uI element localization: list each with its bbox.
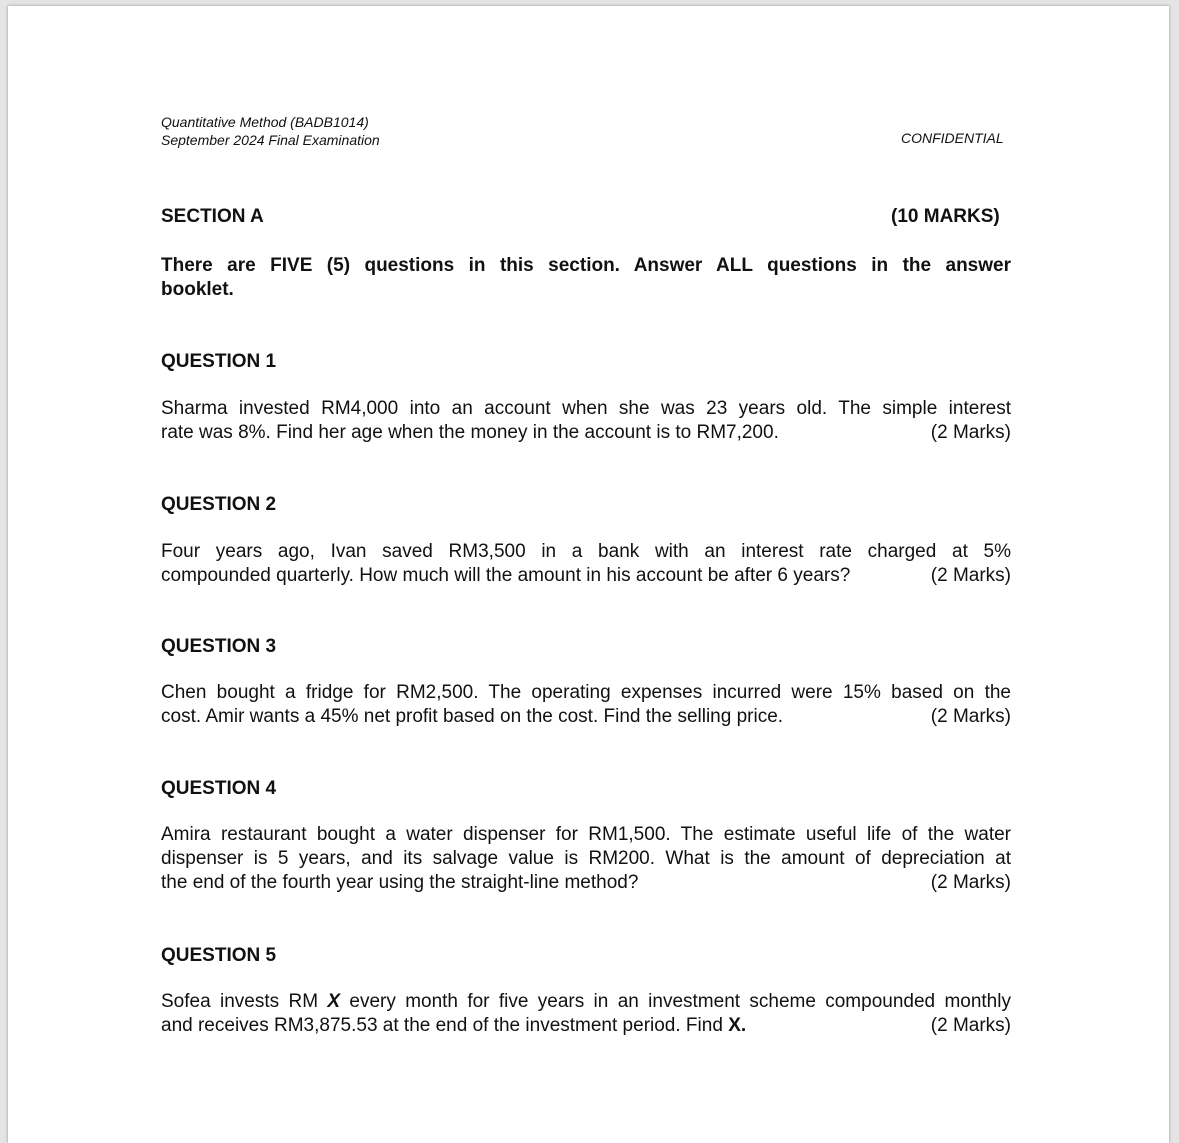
exam-page (8, 6, 1169, 1143)
question-5-line1-start: Sofea invests RM (161, 991, 319, 1012)
question-3-line2: cost. Amir wants a 45% net profit based on the cost. Find the selling price. (161, 706, 784, 727)
section-title: SECTION A (161, 206, 264, 227)
section-instructions-line1: There are FIVE (5) questions in this section. Answer ALL questions in the answer (161, 255, 1011, 276)
question-5-line1 (161, 990, 1011, 1014)
course-title: Quantitative Method (BADB1014) (161, 114, 369, 130)
question-4-line1: Amira restaurant bought a water dispenser for RM1,500. The estimate useful life of the water (161, 824, 1011, 845)
question-3-marks: (2 Marks) (930, 706, 1011, 727)
question-5-heading: QUESTION 5 (161, 945, 277, 966)
question-4-line2: dispenser is 5 years, and its salvage value is RM200. What is the amount of depreciation at (161, 848, 1011, 869)
question-4-marks: (2 Marks) (930, 872, 1011, 893)
question-1-line2: rate was 8%. Find her age when the money in the account is to RM7,200. (161, 422, 779, 443)
question-2-line2: compounded quarterly. How much will the amount in his account be after 6 years? (161, 565, 851, 586)
question-1-line2-row (161, 421, 1011, 445)
question-3-heading: QUESTION 3 (161, 636, 277, 657)
question-5-marks: (2 Marks) (930, 1015, 1011, 1036)
section-instructions-line2: booklet. (161, 279, 234, 300)
question-1-heading: QUESTION 1 (161, 351, 277, 372)
question-5-line1-end: every month for five years in an investment scheme compounded monthly (349, 991, 1011, 1012)
question-5-period: . (740, 1015, 747, 1036)
question-4-line3: the end of the fourth year using the straight-line method? (161, 872, 639, 893)
question-5-line2-start: and receives RM3,875.53 at the end of the investment period. Find (161, 1015, 723, 1036)
question-2-marks: (2 Marks) (930, 565, 1011, 586)
question-1-marks: (2 Marks) (930, 422, 1011, 443)
question-1-line1: Sharma invested RM4,000 into an account when she was 23 years old. The simple interest (161, 398, 1011, 419)
question-2-line2-row (161, 564, 1011, 588)
question-2-heading: QUESTION 2 (161, 494, 277, 515)
question-3-line1: Chen bought a fridge for RM2,500. The operating expenses incurred were 15% based on the (161, 682, 1011, 703)
question-4-line3-row (161, 871, 1011, 895)
confidential-label: CONFIDENTIAL (901, 130, 1004, 146)
question-5-variable: X (327, 991, 341, 1012)
question-5-variable-end: X (728, 1015, 741, 1036)
section-marks: (10 MARKS) (891, 206, 1000, 227)
question-4-heading: QUESTION 4 (161, 778, 277, 799)
exam-title: September 2024 Final Examination (161, 132, 380, 148)
question-3-line2-row (161, 705, 1011, 729)
question-5-line2-row (161, 1014, 1011, 1038)
question-2-line1: Four years ago, Ivan saved RM3,500 in a bank with an interest rate charged at 5% (161, 541, 1011, 562)
